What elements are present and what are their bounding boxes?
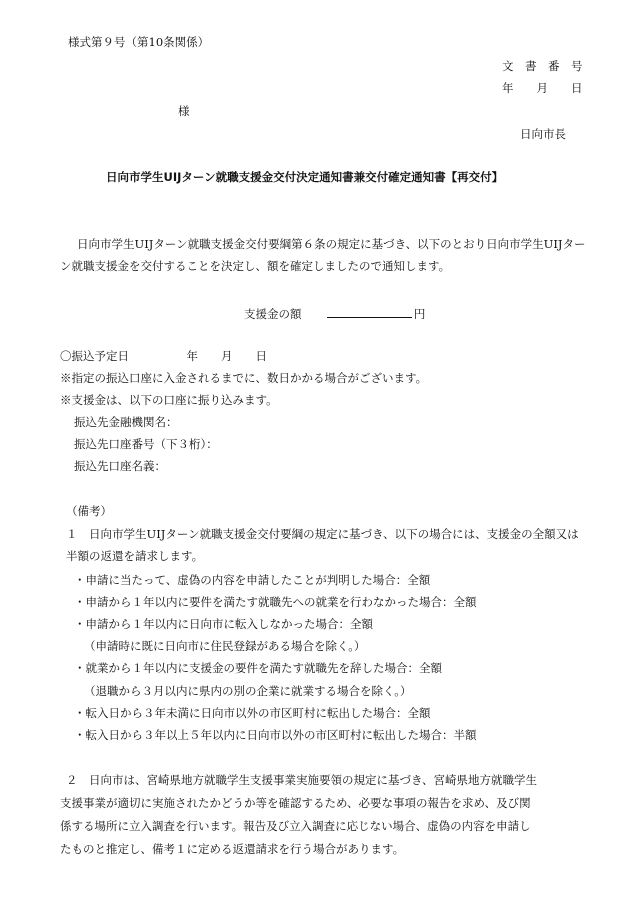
transfer-note-2: ※支援金は、以下の口座に振り込みます。 bbox=[60, 393, 278, 407]
remarks-bullet: ・就業から１年以内に支援金の要件を満たす就職先を辞した場合：全額 bbox=[74, 661, 442, 675]
remarks-bullet: ・転入日から３年未満に日向市以外の市区町村に転出した場合：全額 bbox=[74, 706, 431, 720]
page-title: 日向市学生UIJターン就職支援金交付決定通知書兼交付確定通知書【再交付】 bbox=[106, 170, 504, 184]
issuer-name: 日向市長 bbox=[520, 127, 566, 141]
remarks-heading: （備考） bbox=[66, 504, 112, 518]
form-number: 様式第９号（第10条関係） bbox=[68, 35, 210, 49]
date-label: 年 月 日 bbox=[502, 81, 583, 95]
body-line-2: ン就職支援金を交付することを決定し、額を確定しましたので通知します。 bbox=[60, 259, 451, 273]
transfer-date: 〇振込予定日 年 月 日 bbox=[60, 349, 267, 363]
remarks-bullet: ・申請から１年以内に日向市に転入しなかった場合：全額 bbox=[74, 617, 373, 631]
remarks-bullet: ・申請から１年以内に要件を満たす就職先への就業を行わなかった場合：全額 bbox=[74, 595, 477, 609]
addressee-suffix: 様 bbox=[178, 104, 190, 118]
remarks-bullet: ・申請に当たって、虚偽の内容を申請したことが判明した場合：全額 bbox=[74, 573, 431, 587]
bank-name-field: 振込先金融機関名： bbox=[74, 415, 178, 429]
remarks-item-1-line-2: 半額の返還を請求します。 bbox=[66, 549, 204, 563]
remarks-bullet-note: （退職から３月以内に県内の別の企業に就業する場合を除く。） bbox=[84, 684, 412, 698]
amount-row bbox=[244, 305, 425, 322]
remarks-bullet: ・転入日から３年以上５年以内に日向市以外の市区町村に転出した場合：半額 bbox=[74, 728, 477, 742]
amount-blank bbox=[327, 305, 412, 318]
remarks-item-1-line-1: １ 日向市学生UIJターン就職支援金交付要綱の規定に基づき、以下の場合には、支援金の全額又は bbox=[66, 527, 579, 541]
amount-label: 支援金の額 bbox=[244, 307, 302, 321]
remarks-bullet-note: （申請時に既に日向市に住民登録がある場合を除く。） bbox=[84, 639, 366, 653]
document-number-label: 文 書 番 号 bbox=[502, 59, 583, 73]
body-line-1: 日向市学生UIJターン就職支援金交付要綱第６条の規定に基づき、以下のとおり日向市学生UIJター bbox=[77, 237, 586, 251]
remarks-item-2-line: たものと推定し、備考１に定める返還請求を行う場合があります。 bbox=[60, 842, 405, 856]
remarks-item-2-line: 支援事業が適切に実施されたかどうか等を確認するため、必要な事項の報告を求め、及び関 bbox=[60, 796, 531, 810]
remarks-item-2-line: ２ 日向市は、宮崎県地方就職学生支援事業実施要領の規定に基づき、宮崎県地方就職学生 bbox=[66, 773, 538, 787]
remarks-item-2-line: 係する場所に立入調査を行います。報告及び立入調査に応じない場合、虚偽の内容を申請し bbox=[60, 819, 531, 833]
amount-unit: 円 bbox=[413, 307, 426, 321]
account-name-field: 振込先口座名義： bbox=[74, 459, 166, 473]
transfer-note-1: ※指定の振込口座に入金されるまでに、数日かかる場合がございます。 bbox=[60, 371, 428, 385]
account-number-field: 振込先口座番号（下３桁）： bbox=[74, 437, 218, 451]
